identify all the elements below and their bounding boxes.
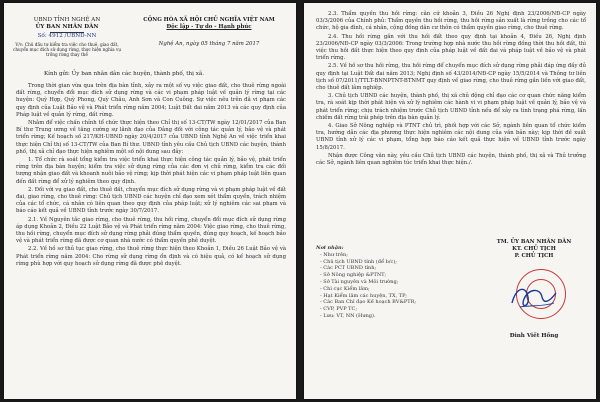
recipient-item: - Sở Nông nghiệp &PTNT; xyxy=(320,272,387,279)
handwritten-signature xyxy=(506,279,562,315)
body-paragraph: 1. Tổ chức rà soát tổng kiểm tra việc triển khai thực hiện công tác quản lý, bảo vệ, phát triển rừng trên địa bàn huyện; kiểm tra việc sử dụng rừng của các đơn vị chủ rừng, kiểm tra các đối tượng nhận giao đất và khoanh nuôi bảo vệ rừng; kịp thời phát hiện các vi phạm pháp luật liên quan đến đất rừng để xử lý nghiêm theo quy định. xyxy=(16,157,286,185)
body-paragraph: 2.5. Về hồ sơ thu hồi rừng, thu hồi rừng để chuyển mục đích sử dụng rừng phải đáp ứng đầy đủ quy định tại Luật Đất đai năm 2013; Nghị định số 43/2014/NĐ-CP ngày 15/5/2014 và Thông tư liên tịch số 07/2011/TTLT-BNNPTNT-BTNMT quy định về giao rừng, cho thuê rừng gắn liền với giao đất, cho thuê đất lâm nghiệp. xyxy=(316,63,586,92)
body-paragraph: 2. Đối với vụ giao đất, cho thuê đất, chuyển mục đích sử dụng rừng và vi phạm pháp luật về đất đai, giao rừng, cho thuê rừng: Chủ tịch UBND các huyện chỉ đạo xem xét thẩm quyền, trách nhiệm của các tổ chức, cá nhân có liên quan theo quy định của pháp luật; xử lý nghiêm các sai phạm và báo cáo kết quả về UBND tỉnh trước ngày 30/7/2017. xyxy=(16,186,286,215)
recipient-item: - Chủ tịch UBND tỉnh (để b/c); xyxy=(320,258,397,265)
document-body-page-2 xyxy=(316,11,586,168)
national-motto: Độc lập - Tự do - Hạnh phúc xyxy=(166,24,252,30)
recipient-item: - Lưu: VT, NN (Hưng). xyxy=(320,312,376,319)
recipient-item: - Các Ban Chỉ đạo Kế hoạch BV&PTR; xyxy=(320,299,417,306)
body-paragraph: 2.2. Về hồ sơ thủ tục giao rừng, cho thuê rừng thực hiện theo Khoản 1, Điều 26 Luật Bảo vệ và Phát triển rừng năm 2004: Cho rừng sử dụng rừng ổn định và có hiệu quả, có kế hoạch sử dụng rừng phù hợp với quy hoạch sử dụng rừng đã được phê duyệt. xyxy=(16,246,286,267)
republic-title: CỘNG HÒA XÃ HỘI CHỦ NGHĨA VIỆT NAM xyxy=(143,17,275,23)
issuer-header xyxy=(12,17,122,57)
signer-name: Đinh Viết Hồng xyxy=(509,333,559,339)
body-paragraph: Trong thời gian vừa qua trên địa bàn tỉnh, xảy ra một số vụ việc giao đất, cho thuê rừng ngoài đất rừng, chuyển đổi mục đích sử dụng rừng và các vi phạm pháp luật về quản lý rừng tại các huyện: Quỳ Hợp, Quỳ Phong, Quỳ Châu, Anh Sơn và Con Cuông. Sự việc nêu trên đã vi phạm các quy định của Luật Bảo vệ và Phát triển rừng năm 2004; Luật Đất đai năm 2013 và các quy định của Pháp luật về quản lý rừng, đất rừng. xyxy=(16,83,286,118)
national-header xyxy=(128,17,290,48)
recipient-item: - Như trên; xyxy=(320,251,348,258)
recipient-item: - Hạt Kiểm lâm các huyện, TX, TP; xyxy=(320,292,407,299)
recipient-item: - Sở Tài nguyên và Môi trường; xyxy=(320,278,399,285)
document-page-1 xyxy=(4,3,296,399)
recipient-item: - Các PCT UBND tỉnh; xyxy=(320,265,377,272)
recipients-list xyxy=(316,245,456,320)
body-paragraph: Nhằm để việc chấn chỉnh tổ chức thực hiện theo Chỉ thị số 13-CT/TW ngày 12/01/2017 của Ban Bí thư Trung ương về tăng cường sự lãnh đạo của Đảng đối với công tác quản lý, bảo vệ và phát triển rừng; Kế hoạch số 217/KH-UBND ngày 20/4/2017 của UBND tỉnh Nghệ An về việc triển khai thực hiện Chỉ thị số 13-CT/TW của Ban Bí thư. UBND tỉnh yêu cầu Chủ tịch UBND các huyện, thành phố, thị xã chỉ đạo thực hiện nghiêm một số nội dung sau đây: xyxy=(16,120,286,155)
recipient-item: - Chi cục Kiểm lâm; xyxy=(320,285,370,292)
document-date: Nghệ An, ngày 05 tháng 7 năm 2017 xyxy=(158,41,260,47)
signature-block xyxy=(478,239,590,260)
document-body-page-1 xyxy=(16,83,286,269)
document-number: Số: 4912 /UBND-NN xyxy=(37,32,97,39)
document-page-2 xyxy=(304,3,596,399)
body-paragraph: 2.1. Về Nguyên tắc giao rừng, cho thuê rừng, thu hồi rừng, chuyển đổi mục đích sử dụng rừng áp dụng Khoản 2, Điều 22 Luật Bảo vệ và Phát triển rừng năm 2004: Việc giao rừng, cho thuê rừng, thu hồi rừng, chuyển mục đích sử dụng rừng phải đúng thẩm quyền, đúng quy hoạch, kế hoạch bảo vệ và phát triển rừng đã được cơ quan nhà nước có thẩm quyền phê duyệt. xyxy=(16,216,286,245)
body-paragraph: Nhận được Công văn này, yêu cầu Chủ tịch UBND các huyện, thành phố, thị xã và Thủ trưởng các Sở, ngành liên quan nghiêm túc triển khai thực hiện./. xyxy=(316,152,586,167)
document-summary: V/v: Chủ đầu tư kiểm tra việc cho thuê, giao đất, chuyển mục đích sử dụng rừng, thực hiện nghĩa vụ trồng rừng thay thế xyxy=(12,41,122,57)
issuer-org-2: ỦY BAN NHÂN DÂN xyxy=(35,24,99,30)
recipient-item: - CVP, PVP TC; xyxy=(320,306,358,313)
signer-role-2: P. CHỦ TỊCH xyxy=(514,253,554,259)
body-paragraph: 3. Chủ tịch UBND các huyện, thành phố, thị xã chủ động chỉ đạo các cơ quan chức năng kiểm tra, rà soát kịp thời phát hiện và xử lý nghiêm các hành vi vi phạm pháp luật về quản lý, bảo vệ và phát triển rừng; chịu trách nhiệm trước Chủ tịch UBND tỉnh nếu để xảy ra tình trạng phá rừng, lấn chiếm đất rừng trái phép trên địa bàn quản lý. xyxy=(316,93,586,121)
signer-role-1: KT. CHỦ TỊCH xyxy=(512,246,556,252)
body-paragraph: 2.3. Thẩm quyền thu hồi rừng: căn cứ khoản 3, Điều 26 Nghị định 23/2006/NĐ-CP ngày 03/3/2006 của Chính phủ: Thẩm quyền thu hồi rừng, thu hồi rừng sản xuất là rừng trồng cho các tổ chức, hộ gia đình, cá nhân, cộng đồng dân cư thôn có thẩm quyền giao rừng, cho thuê rừng. xyxy=(316,11,586,32)
recipients-title: Nơi nhận: xyxy=(316,245,344,251)
issuer-org-1: UBND TỈNH NGHỆ AN xyxy=(33,17,101,23)
addressee: Kính gửi: Ủy ban nhân dân các huyện, thành phố, thị xã. xyxy=(44,71,204,77)
body-paragraph: 4. Giao Sở Nông nghiệp và PTNT chủ trì, phối hợp với các Sở, ngành liên quan tổ chức kiểm tra, hướng dẫn các địa phương thực hiện nghiêm các nội dung của văn bản này; kịp thời đề xuất UBND tỉnh xử lý các vi phạm, tổng hợp báo cáo kết quả thực hiện về UBND tỉnh trước ngày 15/8/2017. xyxy=(316,123,586,151)
signer-org: TM. ỦY BAN NHÂN DÂN xyxy=(496,239,572,245)
body-paragraph: 2.4. Thu hồi rừng gắn với thu hồi đất theo quy định tại khoản 4, Điều 26, Nghị định 23/2006/NĐ-CP ngày 03/3/2006: Trong trường hợp nhà nước thu hồi rừng đồng thời thu hồi đất, thì việc thu hồi đất thực hiện theo quy định của pháp luật về đất đai và pháp luật về bảo vệ và phát triển rừng. xyxy=(316,33,586,62)
